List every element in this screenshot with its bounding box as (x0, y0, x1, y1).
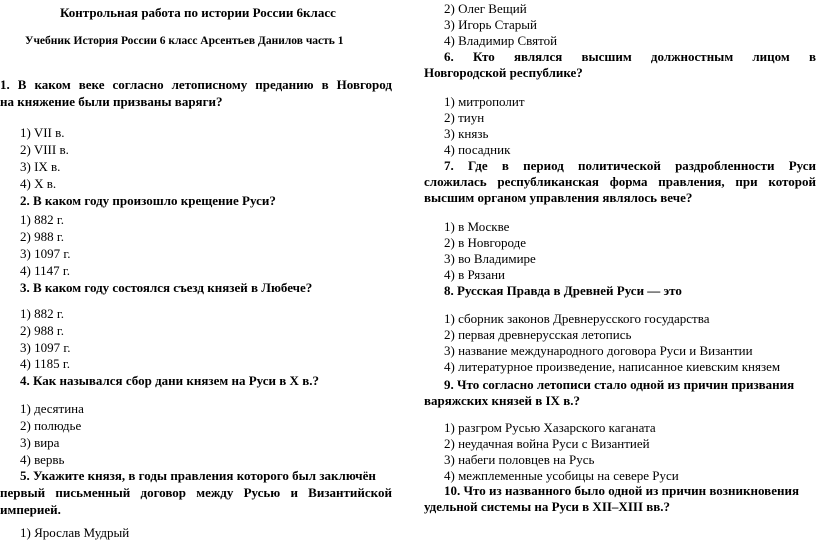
question-5-text: 5. Укажите князя, в годы правления которого был заключён (20, 468, 376, 483)
q5-option-2: 2) Олег Вещий (444, 1, 527, 16)
question-3-text: 3. В каком году состоялся съезд князей в Любече? (20, 280, 313, 295)
question-5-text-end: империей. (0, 502, 61, 517)
q3-option-3: 3) 1097 г. (20, 340, 71, 355)
question-10-text: 10. Что из названного было одной из причин возникновения (444, 483, 799, 498)
question-1-text-cont: на княжение были призваны варяги? (0, 94, 223, 109)
textbook-subtitle: Учебник История России 6 класс Арсентьев Данилов часть 1 (25, 35, 344, 47)
q6-option-3: 3) князь (444, 126, 489, 141)
q3-option-2: 2) 988 г. (20, 323, 64, 338)
q2-option-2: 2) 988 г. (20, 229, 64, 244)
q7-option-2: 2) в Новгороде (444, 235, 527, 250)
question-9-text-cont: варяжских князей в IX в.? (424, 393, 580, 408)
q4-option-1: 1) десятина (20, 401, 84, 416)
q7-option-1: 1) в Москве (444, 219, 510, 234)
question-4-text: 4. Как назывался сбор дани князем на Руси в X в.? (20, 373, 319, 388)
q8-option-2: 2) первая древнерусская летопись (444, 327, 632, 342)
q7-option-4: 4) в Рязани (444, 267, 506, 282)
q3-option-4: 4) 1185 г. (20, 356, 70, 371)
question-7-text: 7. Где в период политической раздробленности Руси (444, 158, 816, 173)
question-2-text: 2. В каком году произошло крещение Руси? (20, 193, 276, 208)
q9-option-4: 4) межплеменные усобицы на севере Руси (444, 468, 679, 483)
question-6-text: 6. Кто являлся высшим должностным лицом в (444, 49, 816, 64)
q6-option-1: 1) митрополит (444, 94, 525, 109)
q8-option-3: 3) название международного договора Руси и Византии (444, 343, 753, 358)
q6-option-4: 4) посадник (444, 142, 511, 157)
q5-option-1: 1) Ярослав Мудрый (20, 525, 130, 540)
question-8-text: 8. Русская Правда в Древней Руси — это (444, 283, 682, 298)
q4-option-2: 2) полюдье (20, 418, 82, 433)
q4-option-4: 4) вервь (20, 452, 65, 467)
q1-option-3: 3) IX в. (20, 159, 61, 174)
q6-option-2: 2) тиун (444, 110, 485, 125)
q2-option-3: 3) 1097 г. (20, 246, 71, 261)
question-7-text-end: высшим органом управления являлось вече? (424, 190, 693, 205)
q9-option-2: 2) неудачная война Руси с Византией (444, 436, 650, 451)
q5-option-4: 4) Владимир Святой (444, 33, 558, 48)
q4-option-3: 3) вира (20, 435, 60, 450)
q7-option-3: 3) во Владимире (444, 251, 536, 266)
question-9-text: 9. Что согласно летописи стало одной из причин призвания (444, 377, 795, 392)
document-title: Контрольная работа по истории России 6класс (60, 5, 336, 20)
q2-option-1: 1) 882 г. (20, 212, 64, 227)
question-5-text-cont: первый письменный договор между Русью и Византийской (0, 485, 392, 500)
question-7-text-cont: сложилась республиканская форма правления, при которой (424, 174, 816, 189)
q2-option-4: 4) 1147 г. (20, 263, 70, 278)
question-1-text: 1. В каком веке согласно летописному преданию в Новгород (0, 77, 392, 92)
q1-option-2: 2) VIII в. (20, 142, 69, 157)
question-10-text-cont: удельной системы на Руси в XII–XIII вв.? (424, 499, 671, 514)
q3-option-1: 1) 882 г. (20, 306, 64, 321)
q8-option-1: 1) сборник законов Древнерусского государства (444, 311, 710, 326)
q8-option-4: 4) литературное произведение, написанное киевским князем (444, 359, 781, 374)
question-6-text-cont: Новгородской республике? (424, 65, 583, 80)
q9-option-1: 1) разгром Русью Хазарского каганата (444, 420, 656, 435)
q5-option-3: 3) Игорь Старый (444, 17, 537, 32)
q1-option-1: 1) VII в. (20, 125, 65, 140)
q9-option-3: 3) набеги половцев на Русь (444, 452, 595, 467)
q1-option-4: 4) X в. (20, 176, 57, 191)
